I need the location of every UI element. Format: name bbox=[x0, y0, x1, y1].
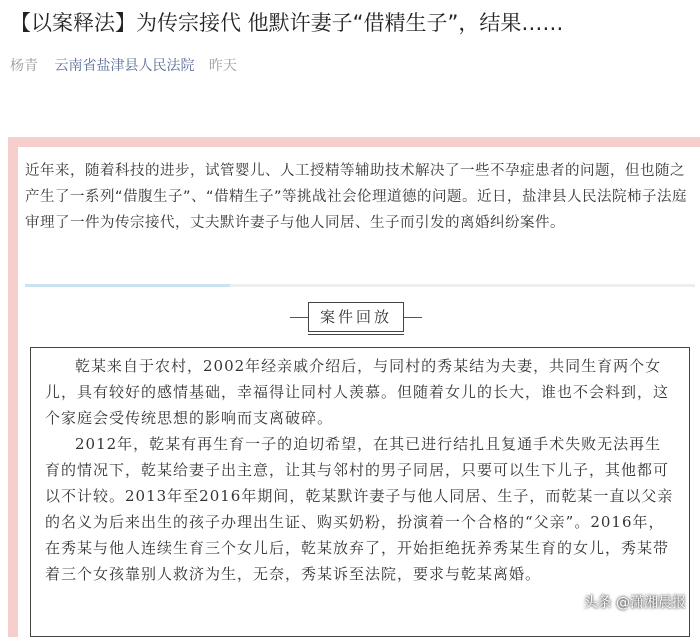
section-heading: 案件回放 bbox=[308, 302, 404, 332]
source-watermark: 头条 @潇湘晨报 bbox=[583, 595, 686, 611]
case-paragraph-2: 2012年，乾某有再生育一子的迫切希望，在其已进行结扎且复通手术失败无法再生育的情况下，乾某给妻子出主意，让其与邻村的男子同居，只要可以生下儿子，其他都可以不计较。2013年至2016年期间，乾某默许妻子与他人同居、生子，而乾某一直以父亲的名义为后来出生的孩子办理出生证、购买奶粉，扮演着一个合格的“父亲”。2016年，在秀某与他人连续生育三个女儿后，乾某放弃了，开始拒绝抚养秀某生育的女儿，秀某带着三个女孩靠别人救济为生，无奈，秀某诉至法院，要求与乾某离婚。 bbox=[45, 435, 674, 583]
publish-time: 昨天 bbox=[208, 58, 237, 74]
divider-accent bbox=[25, 284, 230, 287]
heading-line-left bbox=[290, 317, 308, 318]
article-title: 【以案释法】为传宗接代 他默许妻子“借精生子”，结果…… bbox=[10, 11, 564, 35]
heading-line-right bbox=[404, 317, 422, 318]
article-meta bbox=[10, 55, 237, 75]
intro-paragraph: 近年来，随着科技的进步，试管婴儿、人工授精等辅助技术解决了一些不孕症患者的问题，但也随之产生了一系列“借腹生子”、“借精生子”等挑战社会伦理道德的问题。近日，盐津县人民法院柿子法庭审理了一件为传宗接代，丈夫默许妻子与他人同居、生子而引发的离婚纠纷案件。 bbox=[25, 163, 688, 231]
author-name: 杨青 bbox=[10, 58, 38, 74]
case-paragraph-1: 乾某来自于农村，2002年经亲戚介绍后，与同村的秀某结为夫妻，共同生育两个女儿，具有较好的感情基础，幸福得让同村人羡慕。但随着女儿的长大，谁也不会料到，这个家庭会受传统思想的影响而支离破碎。 bbox=[45, 357, 670, 427]
heading-underline bbox=[308, 334, 404, 335]
section-divider bbox=[25, 284, 695, 287]
account-link[interactable]: 云南省盐津县人民法院 bbox=[54, 58, 195, 74]
